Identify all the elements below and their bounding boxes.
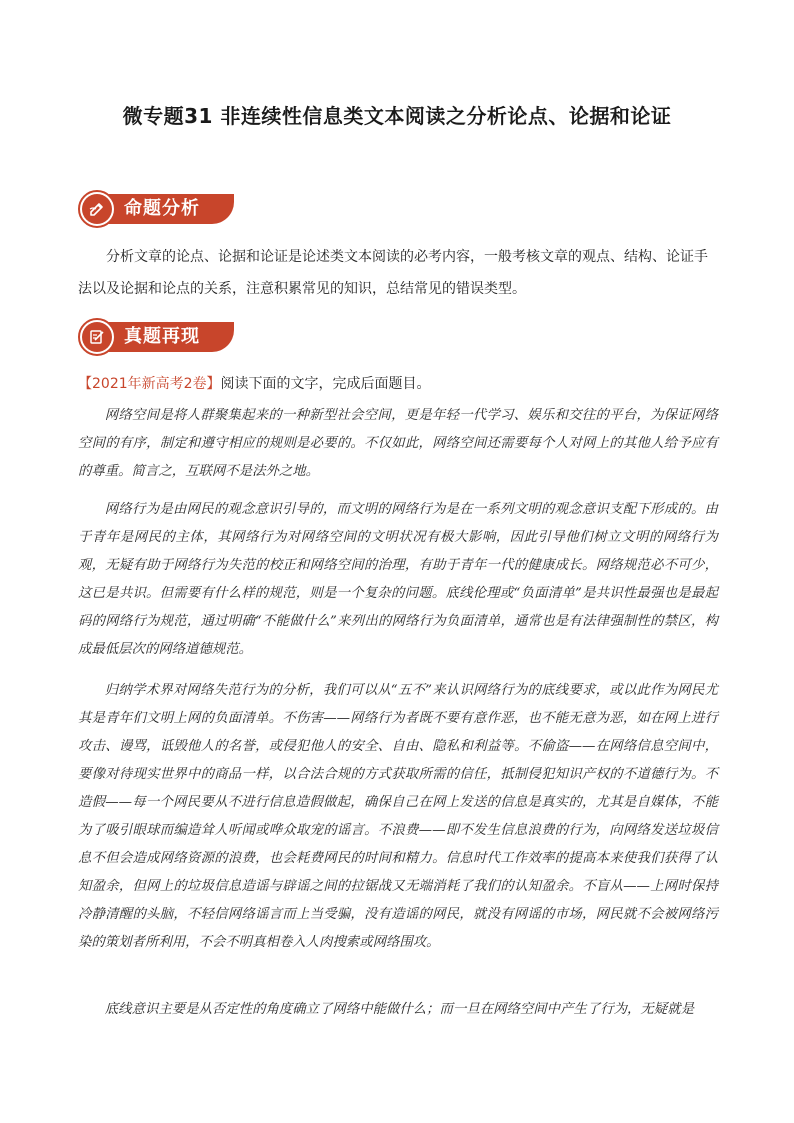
passage-paragraph: 网络空间是将人群聚集起来的一种新型社会空间，更是年轻一代学习、娱乐和交往的平台，为保证网络空间的有序，制定和遵守相应的规则是必要的。不仅如此，网络空间还需要每个人对网上的其他人给予应有的尊重。简言之，互联网不是法外之地。 bbox=[78, 408, 718, 479]
section-heading: 真题再现 bbox=[124, 326, 200, 347]
edit-note-icon bbox=[82, 322, 112, 352]
section-heading: 命题分析 bbox=[124, 198, 200, 219]
intro-paragraph: 分析文章的论点、论据和论证是论述类文本阅读的必考内容，一般考核文章的观点、结构、论证手法以及论据和论点的关系，注意积累常见的知识，总结常见的错误类型。 bbox=[78, 249, 708, 297]
passage-paragraph: 网络行为是由网民的观念意识引导的，而文明的网络行为是在一系列文明的观念意识支配下形成的。由于青年是网民的主体，其网络行为对网络空间的文明状况有极大影响，因此引导他们树立文明的网络行为观，无疑有助于网络行为失范的校正和网络空间的治理，有助于青年一代的健康成长。网络规范必不可少，这已是共识。但需要有什么样的规范，则是一个复杂的问题。底线伦理或“负面清单”是共识性最强也是最起码的网络行为规范，通过明确“不能做什么”来列出的网络行为负面清单，通常也是有法律强制性的禁区，构成最低层次的网络道德规范。 bbox=[78, 502, 718, 657]
section-banner-exam bbox=[78, 318, 238, 356]
source-instruction: 阅读下面的文字，完成后面题目。 bbox=[220, 376, 431, 392]
banner-badge bbox=[78, 190, 116, 228]
pencil-icon bbox=[82, 194, 112, 224]
source-tag: 【2021年新高考2卷】 bbox=[78, 376, 221, 392]
banner-badge bbox=[78, 318, 116, 356]
passage-paragraph: 底线意识主要是从否定性的角度确立了网络中能做什么；而一旦在网络空间中产生了行为，无疑就是 bbox=[104, 1002, 694, 1017]
passage-paragraph: 归纳学术界对网络失范行为的分析，我们可以从“五不”来认识网络行为的底线要求，或以此作为网民尤其是青年们文明上网的负面清单。不伤害——网络行为者既不要有意作恶，也不能无意为恶，如在网上进行攻击、谩骂，诋毁他人的名誉，或侵犯他人的安全、自由、隐私和利益等。不偷盗——在网络信息空间中，要像对待现实世界中的商品一样，以合法合规的方式获取所需的信任，抵制侵犯知识产权的不道德行为。不造假——每一个网民要从不进行信息造假做起，确保自己在网上发送的信息是真实的，尤其是自媒体，不能为了吸引眼球而编造耸人听闻或哗众取宠的谣言。不浪费——即不发生信息浪费的行为，向网络发送垃圾信息不但会造成网络资源的浪费，也会耗费网民的时间和精力。信息时代工作效率的提高本来使我们获得了认知盈余，但网上的垃圾信息造谣与辟谣之间的拉锯战又无端消耗了我们的认知盈余。不盲从——上网时保持冷静清醒的头脑，不轻信网络谣言而上当受骗，没有造谣的网民，就没有网谣的市场，网民就不会被网络污染的策划者所利用，不会不明真相卷入人肉搜索或网络围攻。 bbox=[78, 683, 718, 950]
page-title: 微专题31 非连续性信息类文本阅读之分析论点、论据和论证 bbox=[122, 104, 672, 128]
source-line bbox=[78, 373, 431, 395]
section-banner-analysis bbox=[78, 190, 238, 228]
